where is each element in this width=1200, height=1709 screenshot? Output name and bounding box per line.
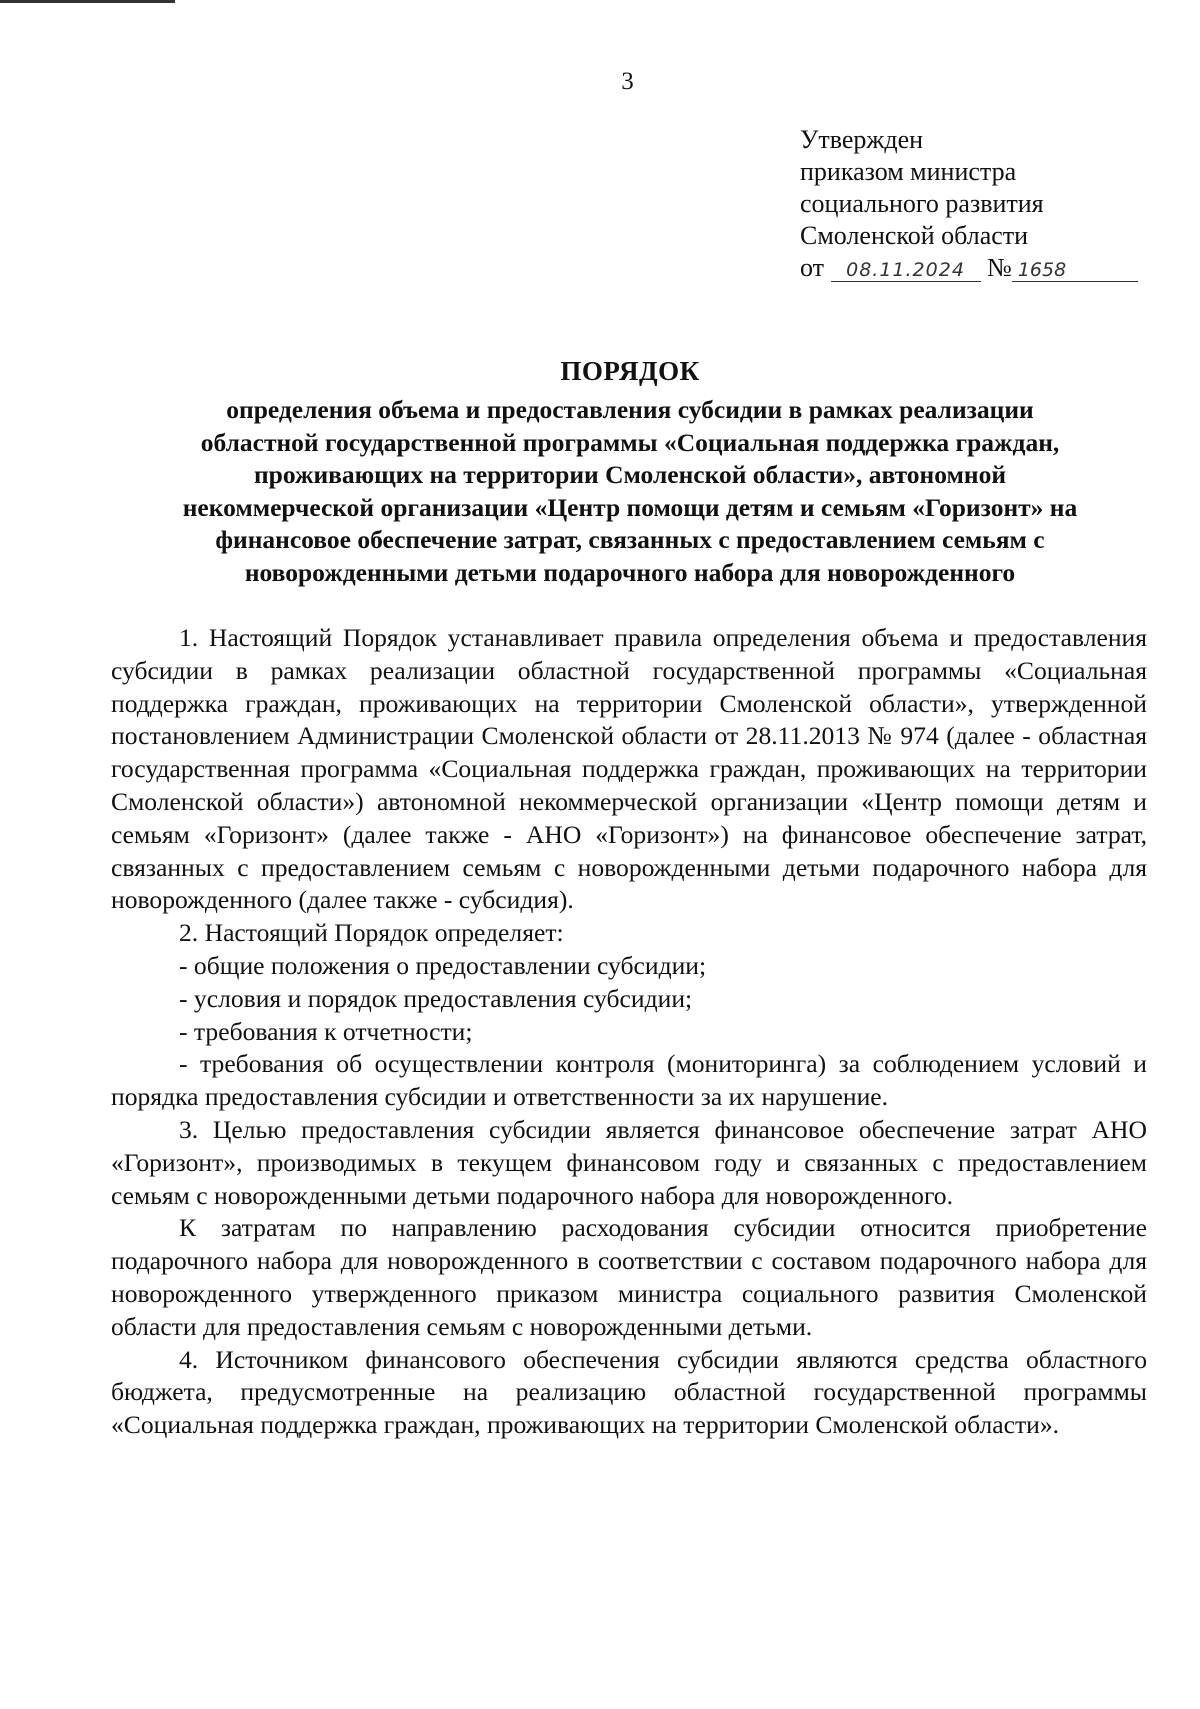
- paragraph-3: 3. Целью предоставления субсидии является финансовое обеспечение затрат АНО «Горизонт», производимых в текущем финансовом году и связанных с предоставлением семьям с новорожденными детьми подарочного набора для новорожденного.: [111, 1114, 1147, 1210]
- top-rule: [0, 0, 175, 3]
- subtitle-line: проживающих на территории Смоленской области», автономной: [253, 460, 1007, 489]
- subtitle-line: некоммерческой организации «Центр помощи детям и семьям «Горизонт» на: [182, 492, 1078, 522]
- number-prefix: №: [987, 253, 1012, 282]
- handwritten-date: 08.11.2024: [831, 259, 981, 282]
- approval-line: социального развития: [800, 189, 1044, 218]
- paragraph-1: 1. Настоящий Порядок устанавливает правила определения объема и предоставления субсидии в рамках реализации областной государственной программы «Социальная поддержка граждан, проживающих на территории Смоленской области», утвержденной постановлением Администрации Смоленской области от 28.11.2013 № 974 (далее - областная государственная программа «Социальная поддержка граждан, проживающих на территории Смоленской области») автономной некоммерческой организации «Центр помощи детям и семьям «Горизонт» (далее также - АНО «Горизонт») на финансовое обеспечение затрат, связанных с предоставлением семьям с новорожденными детьми подарочного набора для новорожденного (далее также - субсидия).: [111, 623, 1147, 915]
- approval-line: Утвержден: [800, 125, 924, 154]
- list-item: - требования об осуществлении контроля (мониторинга) за соблюдением условий и порядка предоставления субсидии и ответственности за их нарушение.: [111, 1049, 1147, 1112]
- approval-block: [800, 124, 1160, 284]
- subtitle-line: финансовое обеспечение затрат, связанных с предоставлением семьям с: [215, 525, 1045, 554]
- subtitle-line: областной государственной программы «Социальная поддержка граждан,: [200, 427, 1060, 457]
- list-item: - требования к отчетности;: [179, 1016, 473, 1046]
- approval-date-line: [800, 252, 1160, 284]
- list-item: - общие положения о предоставлении субсидии;: [179, 950, 707, 980]
- paragraph-3-costs: К затратам по направлению расходования субсидии относится приобретение подарочного набора для новорожденного в соответствии с составом подарочного набора для новорожденного утвержденного приказом министра социального развития Смоленской области для предоставления семьям с новорожденными детьми.: [111, 1213, 1147, 1341]
- document-body: [111, 622, 1147, 1442]
- handwritten-number: 1658: [1012, 259, 1138, 282]
- document-subtitle: [115, 394, 1145, 589]
- page-number: 3: [621, 68, 634, 95]
- paragraph-4: 4. Источником финансового обеспечения субсидии являются средства областного бюджета, предусмотренные на реализацию областной государственной программы «Социальная поддержка граждан, проживающих на территории Смоленской области».: [111, 1344, 1147, 1440]
- document-title: ПОРЯДОК: [560, 356, 700, 386]
- list-item: - условия и порядок предоставления субсидии;: [179, 983, 693, 1013]
- approval-line: Смоленской области: [800, 221, 1029, 250]
- subtitle-line: определения объема и предоставления субсидии в рамках реализации: [226, 395, 1034, 424]
- approval-line: приказом министра: [800, 157, 1017, 186]
- subtitle-line: новорожденными детьми подарочного набора для новорожденного: [244, 557, 1016, 587]
- paragraph-2: 2. Настоящий Порядок определяет:: [179, 918, 564, 948]
- date-prefix: от: [800, 253, 825, 282]
